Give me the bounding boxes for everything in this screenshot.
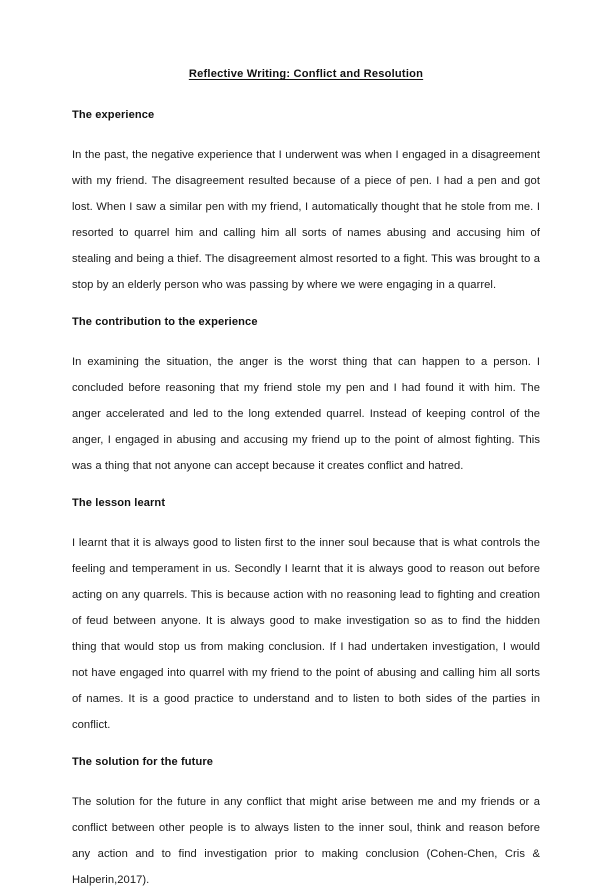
section-heading-the-solution-for-the-future: The solution for the future [72,756,214,768]
document-title: Reflective Writing: Conflict and Resolution [188,68,424,80]
section-paragraph-the-solution-for-the-future: The solution for the future in any conflict that might arise between me and my friends or a conflict between other people is to always listen to the inner soul, think and reason before any action and to find investigation prior to making conclusion (Cohen-Chen, Cris & Halperin,2017). [72,796,540,886]
section-heading-the-experience: The experience [72,109,155,121]
section-paragraph-the-lesson-learnt: I learnt that it is always good to listen first to the inner soul because that is what controls the feeling and temperament in us. Secondly I learnt that it is always good to reason out before acting on any quarrels. This is because action with no reasoning lead to fighting and creation of feud between anyone. It is always good to make investigation so as to find the hidden thing that would stop us from making conclusion. If I had undertaken investigation, I would not have engaged into quarrel with my friend to the point of abusing and calling him all sorts of names. It is a good practice to understand and to listen to both sides of the parties in conflict. [72,537,540,731]
spacer [72,329,540,349]
spacer [72,769,540,789]
spacer [72,298,540,316]
document-body [72,0,540,893]
section-heading-the-lesson-learnt: The lesson learnt [72,497,166,509]
spacer [72,479,540,497]
section-paragraph-the-experience: In the past, the negative experience that I underwent was when I engaged in a disagreement with my friend. The disagreement resulted because of a piece of pen. I had a pen and got lost. When I saw a similar pen with my friend, I automatically thought that he stole from me. I resorted to quarrel him and calling him all sorts of names abusing and accusing him of stealing and being a thief. The disagreement almost resorted to a fight. This was brought to a stop by an elderly person who was passing by where we were engaging in a quarrel. [72,149,540,291]
spacer [72,81,540,109]
section-heading-the-contribution-to-the-experience: The contribution to the experience [72,316,258,328]
spacer [72,122,540,142]
spacer [72,510,540,530]
section-paragraph-the-contribution-to-the-experience: In examining the situation, the anger is the worst thing that can happen to a person. I concluded before reasoning that my friend stole my pen and I had found it with him. The anger accelerated and led to the long extended quarrel. Instead of keeping control of the anger, I engaged in abusing and accusing my friend up to the point of almost fighting. This was a thing that not anyone can accept because it creates conflict and hatred. [72,356,540,472]
spacer [72,738,540,756]
